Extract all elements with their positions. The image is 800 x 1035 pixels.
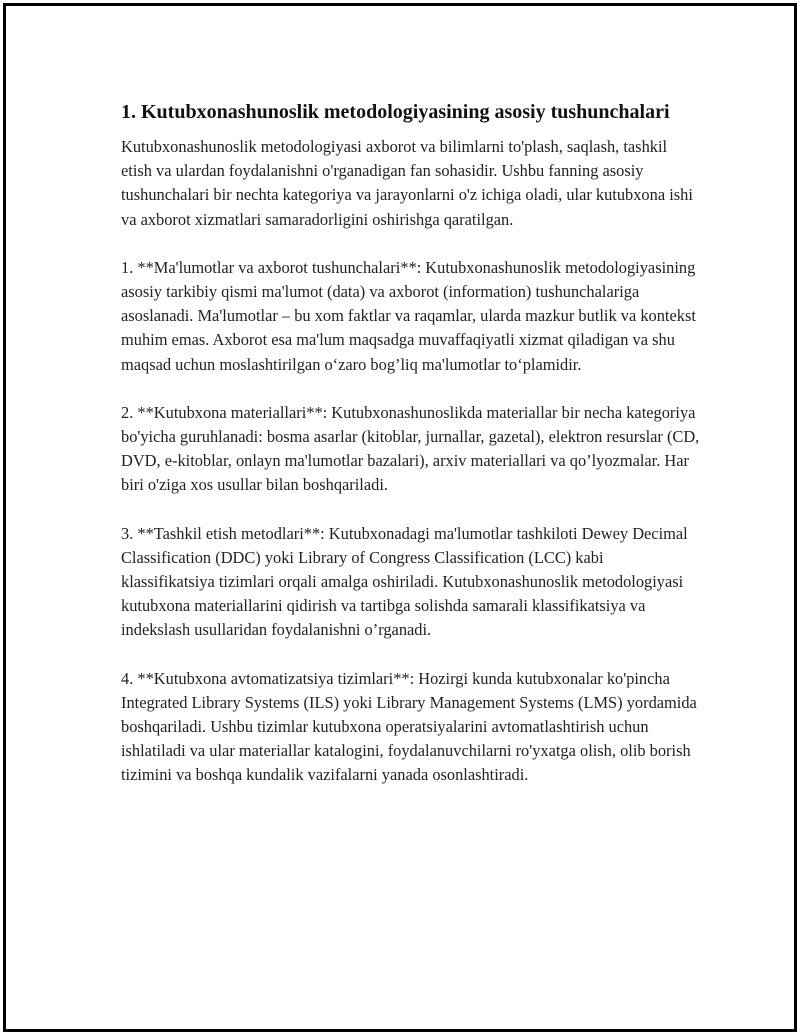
page-frame xyxy=(3,3,797,1032)
intro-paragraph: Kutubxonashunoslik metodologiyasi axborot va bilimlarni to'plash, saqlash, tashkil etish va ulardan foydalanishni o'rganadigan fan sohasidir. Ushbu fanning asosiy tushunchalari bir nechta kategoriya va jarayonlarni o'z ichiga oladi, ular kutubxona ishi va axborot xizmatlari samaradorligini oshirishga qaratilgan. xyxy=(121,137,693,229)
section-organization-methods: 3. **Tashkil etish metodlari**: Kutubxonadagi ma'lumotlar tashkiloti Dewey Decimal Classification (DDC) yoki Library of Congress Classification (LCC) kabi klassifikatsiya tizimlari orqali amalga oshiriladi. Kutubxonashunoslik metodologiyasi kutubxona materiallarini qidirish va tartibga solishda samarali klassifikatsiya va indekslash usullaridan foydalanishni o’rganadi. xyxy=(121,523,688,640)
section-library-materials: 2. **Kutubxona materiallari**: Kutubxonashunoslikda materiallar bir necha kategoriya bo'yicha guruhlanadi: bosma asarlar (kitoblar, jurnallar, gazetal), elektron resurslar (CD, DVD, e-kitoblar, onlayn ma'lumotlar bazalari), arxiv materiallari va qo’lyozmalar. Har biri o'ziga xos usullar bilan boshqariladi. xyxy=(121,402,700,495)
document-title: 1. Kutubxonashunoslik metodologiyasining asosiy tushunchalari xyxy=(121,101,670,123)
document-body xyxy=(121,99,701,812)
section-data-and-information: 1. **Ma'lumotlar va axborot tushunchalari**: Kutubxonashunoslik metodologiyasining asosiy tarkibiy qismi ma'lumot (data) va axborot (information) tushunchalariga asoslanadi. Ma'lumotlar – bu xom faktlar va raqamlar, ularda mazkur butlik va kontekst muhim emas. Axborot esa ma'lum maqsadga muvaffaqiyatli xizmat qiladigan va shu maqsad uchun moslashtirilgan o‘zaro bog’liq ma'lumotlar to‘plamidir. xyxy=(121,257,696,374)
section-automation-systems: 4. **Kutubxona avtomatizatsiya tizimlari**: Hozirgi kunda kutubxonalar ko'pincha Integrated Library Systems (ILS) yoki Library Management Systems (LMS) yordamida boshqariladi. Ushbu tizimlar kutubxona operatsiyalarini avtomatlashtirish uchun ishlatiladi va ular materiallar katalogini, foydalanuvchilarni ro'yxatga olish, olib borish tizimini va boshqa kundalik vazifalarni yanada osonlashtiradi. xyxy=(121,668,697,785)
